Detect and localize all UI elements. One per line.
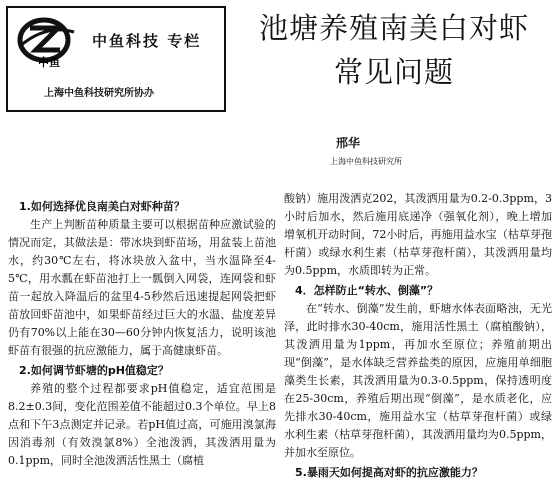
column-banner: [6, 6, 226, 112]
left-column: [8, 196, 276, 470]
question-3-answer-continued: 酸钠）施用泼洒克202，其泼洒用量为0.2-0.3ppm，3小时后加水，然后施用底递净（强氧化剂），晚上增加增氧机开动时间，72小时后，再施用益水宝（枯草芽孢杆菌）或绿水利生素（枯草芽孢杆菌），其泼洒用量均为0.5ppm，水质即转为正常。: [284, 192, 552, 277]
author-affiliation: 上海中鱼科技研究所: [330, 157, 402, 166]
article-title: [236, 6, 552, 94]
zhongyu-logo-icon: [16, 16, 78, 68]
question-1-heading: 1.如何选择优良南美白对虾种苗？: [19, 200, 185, 213]
question-1-answer: 生产上判断苗种质量主要可以根据苗种应激试验的情况而定，其做法是：带冰块到虾苗场，用盆装上苗池水，约30℃左右，将冰块放入盆中，当水温降至4-5℃，用水瓢在虾苗池打上一瓢倒入网袋，连网袋和虾苗一起放入降温后的盆里4-5秒然后迅速提起网袋把虾苗放回虾苗池中，如果虾苗经过巨大的水温、盐度差异仍有70%以上能在30—60分钟内恢复活力，说明该池虾苗有很强的抗应激能力，属于高健康虾苗。: [8, 218, 276, 357]
question-2-heading: 2.如何调节虾塘的pH值稳定？: [19, 364, 169, 377]
question-4-answer: 在“转水、倒藻”发生前，虾塘水体表面略浊，无光泽，此时排水30-40cm，施用活性黑土（腐植酸钠），其泼洒用量为1ppm，再加水至原位；养殖前期出现“倒藻”，是水体缺乏营养盐类的原因，应施用单细胞藻类生长素，其泼洒用量为0.3-0.5ppm，保持透明度在25-30cm，养殖后期出现“倒藻”，是水质老化，应先排水30-40cm，施用益水宝（枯草芽孢杆菌）或绿水利生素（枯草芽孢杆菌），其泼洒用量均为0.5ppm，并加水至原位。: [284, 302, 552, 459]
column-organization: 上海中鱼科技研究所协办: [44, 88, 154, 99]
logo-text: 中鱼: [38, 56, 60, 68]
question-5-heading: 5.暴雨天如何提高对虾的抗应激能力？: [295, 466, 483, 479]
right-column: [284, 190, 552, 482]
column-name: 中鱼科技 专栏: [92, 32, 202, 50]
title-line-1: 池塘养殖南美白对虾: [258, 11, 529, 45]
question-2-answer: 养殖的整个过程都要求pH值稳定，适宜范围是8.2±0.3间，变化范围差值不能超过0.3个单位。早上8点和下午3点测定并记录。若pH值过高，可施用溴氯海因消毒剂（有效溴氯8%）全池泼洒，其泼洒用量为0.1ppm，同时全池泼洒活性黑土（腐植: [8, 382, 276, 467]
question-4-heading: 4．怎样防止“转水、倒藻”？: [295, 284, 439, 297]
title-line-2: 常见问题: [333, 55, 454, 89]
author-name: 邢华: [336, 136, 361, 150]
